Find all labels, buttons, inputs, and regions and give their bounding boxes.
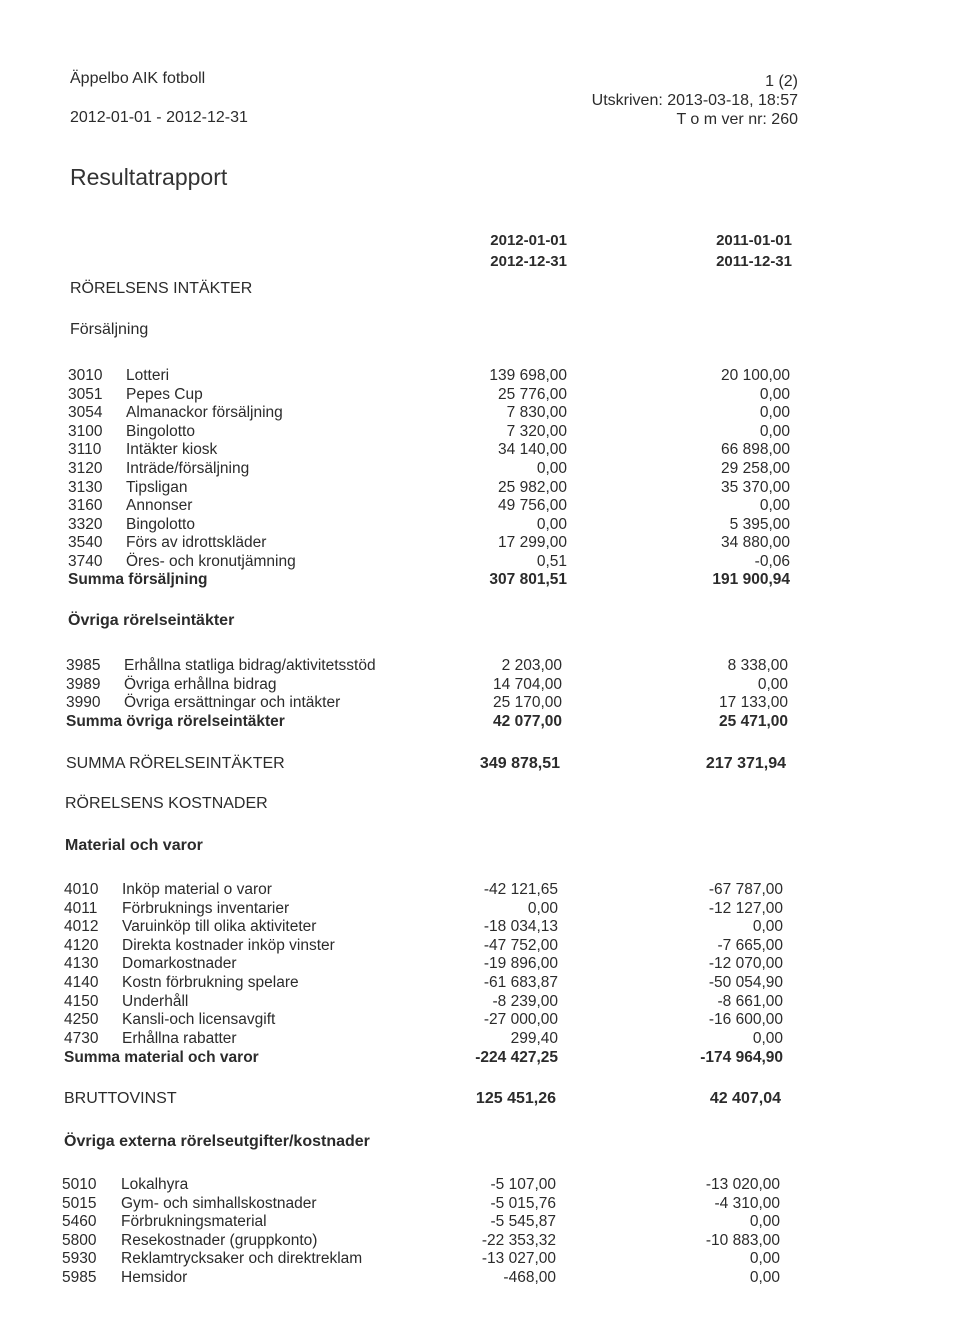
table-row xyxy=(0,675,960,694)
account-code: 5460 xyxy=(62,1213,97,1231)
account-name: Direkta kostnader inköp vinster xyxy=(122,936,335,954)
total-income-row xyxy=(0,754,960,773)
sum-previous: -174 964,90 xyxy=(700,1049,783,1066)
amount-current: 25 982,00 xyxy=(498,478,567,496)
amount-previous: 34 880,00 xyxy=(721,534,790,552)
account-code: 3540 xyxy=(68,534,103,552)
amount-current: 0,00 xyxy=(536,460,567,477)
amount-current: -5 107,00 xyxy=(490,1176,556,1193)
amount-previous: -16 600,00 xyxy=(708,1011,783,1029)
gross-profit-current: 125 451,26 xyxy=(475,1090,556,1107)
account-name: Annonser xyxy=(126,497,193,515)
account-code: 3990 xyxy=(66,694,101,712)
amount-current: -5 545,87 xyxy=(490,1213,556,1231)
external-costs-heading: Övriga externa rörelseutgifter/kostnader xyxy=(64,1133,370,1150)
gross-profit-row xyxy=(0,1089,960,1108)
account-code: 3320 xyxy=(68,515,103,533)
amount-current: 34 140,00 xyxy=(498,441,567,459)
account-name: Öres- och kronutjämning xyxy=(126,553,296,570)
account-code: 3054 xyxy=(68,404,103,422)
amount-current: 299,40 xyxy=(510,1029,558,1047)
org-name: Äppelbo AIK fotboll xyxy=(70,70,206,87)
amount-previous: 29 258,00 xyxy=(721,460,790,477)
account-code: 3130 xyxy=(68,478,103,496)
account-code: 3120 xyxy=(68,460,103,477)
table-row xyxy=(0,496,960,515)
account-name: Underhåll xyxy=(122,992,189,1010)
table-row xyxy=(0,1268,960,1287)
account-name: Övriga erhållna bidrag xyxy=(124,675,277,693)
account-code: 5800 xyxy=(62,1231,97,1249)
sum-current: 307 801,51 xyxy=(489,571,567,588)
table-row xyxy=(0,440,960,459)
sum-row xyxy=(0,712,960,731)
account-code: 4012 xyxy=(64,918,99,936)
table-row xyxy=(0,1212,960,1231)
amount-previous: 0,00 xyxy=(759,497,790,515)
table-row xyxy=(0,899,960,918)
sum-row xyxy=(0,570,960,589)
amount-current: -18 034,13 xyxy=(483,918,558,936)
amount-current: 17 299,00 xyxy=(498,534,567,552)
table-row xyxy=(0,973,960,992)
table-row xyxy=(0,1249,960,1268)
amount-current: -61 683,87 xyxy=(483,974,558,991)
account-code: 5010 xyxy=(62,1176,97,1193)
table-row xyxy=(0,533,960,552)
table-row xyxy=(0,992,960,1011)
sum-label: Summa försäljning xyxy=(68,571,208,588)
amount-previous: 0,00 xyxy=(759,404,790,422)
amount-previous: 0,00 xyxy=(749,1250,780,1268)
amount-current: 14 704,00 xyxy=(493,675,562,693)
amount-current: 0,00 xyxy=(536,515,567,533)
column-current-from: 2012-01-01 xyxy=(490,232,567,249)
amount-previous: 5 395,00 xyxy=(729,515,790,533)
amount-previous: 0,00 xyxy=(757,675,788,693)
amount-previous: -50 054,90 xyxy=(708,974,783,991)
table-row xyxy=(0,459,960,478)
account-name: Lotteri xyxy=(126,367,170,384)
amount-current: -5 015,76 xyxy=(490,1194,556,1212)
account-name: Förs av idrottskläder xyxy=(126,534,267,552)
account-name: Inköp material o varor xyxy=(122,881,272,898)
table-row xyxy=(0,656,960,675)
account-code: 5930 xyxy=(62,1250,97,1268)
amount-previous: 0,00 xyxy=(749,1213,780,1231)
account-code: 3160 xyxy=(68,497,103,515)
account-name: Kostn förbrukning spelare xyxy=(122,974,299,991)
gross-profit-previous: 42 407,04 xyxy=(709,1090,781,1107)
account-name: Tipsligan xyxy=(126,478,188,496)
account-name: Lokalhyra xyxy=(121,1176,189,1193)
table-row xyxy=(0,1231,960,1250)
total-income-previous: 217 371,94 xyxy=(705,755,786,772)
amount-current: -42 121,65 xyxy=(483,881,558,898)
column-previous-to: 2011-12-31 xyxy=(716,253,792,270)
amount-previous: 0,00 xyxy=(752,1029,783,1047)
account-code: 4250 xyxy=(64,1011,99,1029)
gross-profit-label: BRUTTOVINST xyxy=(64,1090,177,1107)
printed-date: Utskriven: 2013-03-18, 18:57 xyxy=(591,92,798,109)
amount-current: -22 353,32 xyxy=(481,1231,556,1249)
other-income-heading: Övriga rörelseintäkter xyxy=(68,612,235,629)
account-name: Förbruknings inventarier xyxy=(122,899,290,917)
amount-current: 2 203,00 xyxy=(501,657,562,674)
table-row xyxy=(0,552,960,571)
version-number: T o m ver nr: 260 xyxy=(676,111,798,128)
account-name: Almanackor försäljning xyxy=(126,404,283,422)
table-row xyxy=(0,403,960,422)
account-code: 4150 xyxy=(64,992,99,1010)
account-name: Gym- och simhallskostnader xyxy=(121,1194,317,1212)
account-code: 4120 xyxy=(64,936,99,954)
account-code: 4130 xyxy=(64,955,99,973)
sales-heading: Försäljning xyxy=(70,321,149,338)
account-code: 3989 xyxy=(66,675,101,693)
amount-previous: -67 787,00 xyxy=(708,881,783,898)
sum-row xyxy=(0,1048,960,1067)
amount-current: -13 027,00 xyxy=(481,1250,556,1268)
account-name: Erhållna statliga bidrag/aktivitetsstöd xyxy=(124,657,376,674)
account-name: Förbrukningsmaterial xyxy=(121,1213,267,1231)
amount-previous: -12 070,00 xyxy=(708,955,783,973)
sum-previous: 25 471,00 xyxy=(719,713,788,730)
account-code: 4140 xyxy=(64,974,99,991)
table-row xyxy=(0,1010,960,1029)
table-row xyxy=(0,954,960,973)
account-name: Kansli-och licensavgift xyxy=(122,1011,276,1029)
amount-previous: 17 133,00 xyxy=(719,694,788,712)
report-period: 2012-01-01 - 2012-12-31 xyxy=(70,109,248,126)
account-name: Varuinköp till olika aktiviteter xyxy=(122,918,317,936)
amount-previous: 0,00 xyxy=(752,918,783,936)
amount-current: 7 320,00 xyxy=(506,422,567,440)
amount-current: 25 170,00 xyxy=(493,694,562,712)
column-header-previous xyxy=(662,230,792,272)
account-code: 4011 xyxy=(64,899,98,917)
account-name: Domarkostnader xyxy=(122,955,237,973)
account-code: 5015 xyxy=(62,1194,97,1212)
amount-current: -8 239,00 xyxy=(492,992,558,1010)
materials-heading: Material och varor xyxy=(65,837,203,854)
total-income-current: 349 878,51 xyxy=(479,755,560,772)
column-previous-from: 2011-01-01 xyxy=(716,232,792,249)
amount-current: 139 698,00 xyxy=(489,367,567,384)
amount-previous: 0,00 xyxy=(759,422,790,440)
amount-current: 25 776,00 xyxy=(498,385,567,403)
amount-previous: 0,00 xyxy=(749,1269,780,1286)
table-row xyxy=(0,422,960,441)
account-name: Erhållna rabatter xyxy=(122,1029,237,1047)
account-code: 4730 xyxy=(64,1029,99,1047)
costs-heading: RÖRELSENS KOSTNADER xyxy=(65,795,268,812)
amount-current: -468,00 xyxy=(503,1269,556,1286)
column-header-current xyxy=(437,230,567,272)
account-name: Reklamtrycksaker och direktreklam xyxy=(121,1250,363,1268)
table-row xyxy=(0,478,960,497)
sum-label: Summa övriga rörelseintäkter xyxy=(66,713,285,730)
account-code: 3010 xyxy=(68,367,103,384)
table-row xyxy=(0,515,960,534)
sum-previous: 191 900,94 xyxy=(712,571,790,588)
table-row xyxy=(0,693,960,712)
account-code: 3110 xyxy=(68,441,102,459)
amount-previous: 8 338,00 xyxy=(727,657,788,674)
table-row xyxy=(0,917,960,936)
table-row xyxy=(0,880,960,899)
amount-previous: -13 020,00 xyxy=(705,1176,780,1193)
amount-previous: 0,00 xyxy=(759,385,790,403)
account-name: Bingolotto xyxy=(126,422,195,440)
column-current-to: 2012-12-31 xyxy=(490,253,567,270)
account-code: 3051 xyxy=(68,385,103,403)
amount-current: 49 756,00 xyxy=(498,497,567,515)
account-name: Intäkter kiosk xyxy=(126,441,218,459)
account-name: Pepes Cup xyxy=(126,385,203,403)
amount-previous: 35 370,00 xyxy=(721,478,790,496)
sum-current: 42 077,00 xyxy=(493,713,562,730)
amount-current: -19 896,00 xyxy=(483,955,558,973)
table-row xyxy=(0,366,960,385)
account-code: 3740 xyxy=(68,553,103,570)
account-name: Hemsidor xyxy=(121,1269,188,1286)
table-row xyxy=(0,1175,960,1194)
amount-current: 0,51 xyxy=(536,553,567,570)
amount-previous: -12 127,00 xyxy=(708,899,783,917)
income-heading: RÖRELSENS INTÄKTER xyxy=(70,280,253,297)
amount-current: 0,00 xyxy=(527,899,558,917)
account-code: 3100 xyxy=(68,422,103,440)
sum-label: Summa material och varor xyxy=(64,1049,259,1066)
amount-current: 7 830,00 xyxy=(506,404,567,422)
account-code: 4010 xyxy=(64,881,99,898)
table-row xyxy=(0,936,960,955)
account-name: Resekostnader (gruppkonto) xyxy=(121,1231,318,1249)
amount-previous: -0,06 xyxy=(754,553,790,570)
amount-previous: -4 310,00 xyxy=(714,1194,780,1212)
account-name: Bingolotto xyxy=(126,515,195,533)
amount-previous: -7 665,00 xyxy=(717,936,783,954)
page-title: Resultatrapport xyxy=(70,164,228,190)
amount-previous: 66 898,00 xyxy=(721,441,790,459)
table-row xyxy=(0,1194,960,1213)
account-code: 5985 xyxy=(62,1269,97,1286)
sum-current: -224 427,25 xyxy=(475,1049,558,1066)
table-row xyxy=(0,385,960,404)
amount-previous: -10 883,00 xyxy=(705,1231,780,1249)
amount-previous: -8 661,00 xyxy=(717,992,783,1010)
table-row xyxy=(0,1029,960,1048)
amount-current: -47 752,00 xyxy=(483,936,558,954)
account-name: Övriga ersättningar och intäkter xyxy=(124,694,341,712)
page-number: 1 (2) xyxy=(765,73,798,90)
amount-current: -27 000,00 xyxy=(483,1011,558,1029)
total-income-label: SUMMA RÖRELSEINTÄKTER xyxy=(66,755,285,772)
account-code: 3985 xyxy=(66,657,101,674)
amount-previous: 20 100,00 xyxy=(721,367,790,384)
account-name: Inträde/försäljning xyxy=(126,460,250,477)
